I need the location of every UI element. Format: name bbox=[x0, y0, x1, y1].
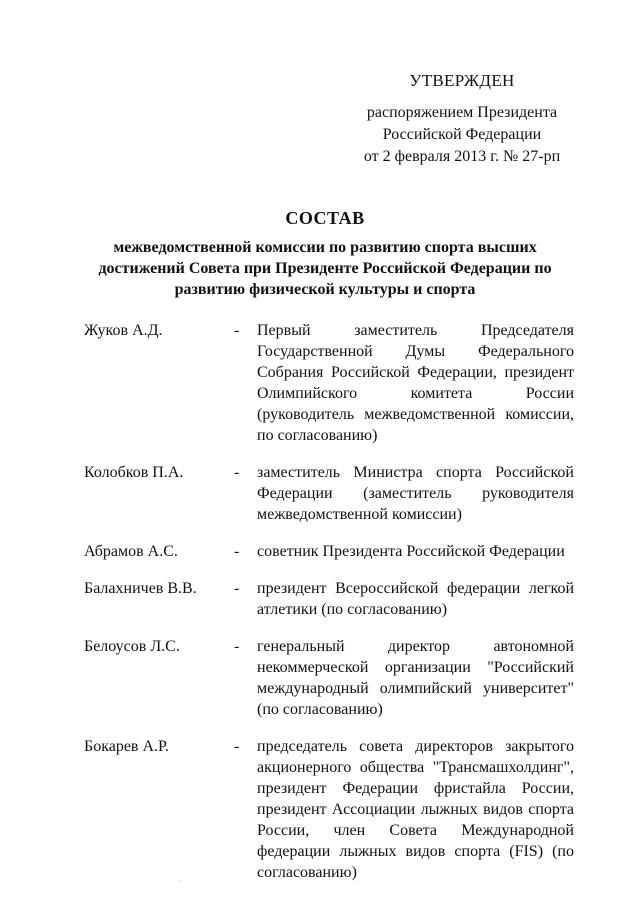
member-role: президент Всероссийской федерации легкой атлетики (по согласованию) bbox=[257, 580, 574, 618]
member-name: Жуков А.Д. bbox=[84, 322, 163, 339]
members-list bbox=[84, 320, 574, 899]
approval-heading: УТВЕРЖДЕН bbox=[409, 71, 515, 90]
member-role: Первый заместитель Председателя Государственной Думы Федерального Собрания Российской Федерации, президент Олимпийского комитета России (руководитель межведомственной комиссии, по согласованию) bbox=[257, 322, 574, 444]
member-name: Белоусов Л.С. bbox=[84, 638, 180, 655]
member-dash: - bbox=[234, 322, 240, 339]
member-name: Балахничев В.В. bbox=[84, 580, 197, 597]
member-role: председатель совета директоров закрытого акционерного общества "Трансмашхолдинг", президент Федерации фристайла России, президент Ассоциации лыжных видов спорта России, член Совета Международной федерации лыжных видов спорта (FIS) (по согласованию) bbox=[257, 738, 574, 881]
member-dash: - bbox=[234, 464, 240, 481]
member-dash: - bbox=[234, 638, 240, 655]
member-role: генеральный директор автономной некоммерческой организации "Российский международный олимпийский университет" (по согласованию) bbox=[257, 638, 574, 718]
member-role: заместитель Министра спорта Российской Федерации (заместитель руководителя межведомственной комиссии) bbox=[257, 464, 574, 523]
approval-line-3: от 2 февраля 2013 г. № 27-рп bbox=[363, 148, 561, 165]
document-subtitle: межведомственной комиссии по развитию спорта высших достижений Совета при Президенте Российской Федерации по развитию физической культуры и спорта bbox=[98, 239, 552, 298]
member-row bbox=[84, 320, 574, 446]
member-name: Абрамов А.С. bbox=[84, 543, 178, 560]
member-role: советник Президента Российской Федерации bbox=[257, 543, 565, 560]
approval-line-1: распоряжением Президента bbox=[366, 104, 558, 121]
member-row bbox=[84, 578, 574, 620]
member-dash: - bbox=[234, 543, 240, 560]
approval-block bbox=[342, 70, 582, 168]
document-title-block bbox=[80, 208, 570, 300]
member-row bbox=[84, 736, 574, 883]
member-row bbox=[84, 636, 574, 720]
member-name: Колобков П.А. bbox=[84, 464, 184, 481]
member-row bbox=[84, 541, 574, 562]
document-title: СОСТАВ bbox=[285, 208, 365, 228]
member-dash: - bbox=[234, 580, 240, 597]
member-dash: - bbox=[234, 738, 240, 755]
member-row bbox=[84, 462, 574, 525]
footer-mark: · bbox=[178, 877, 181, 885]
member-name: Бокарев А.Р. bbox=[84, 738, 169, 755]
approval-line-2: Российской Федерации bbox=[382, 126, 542, 143]
